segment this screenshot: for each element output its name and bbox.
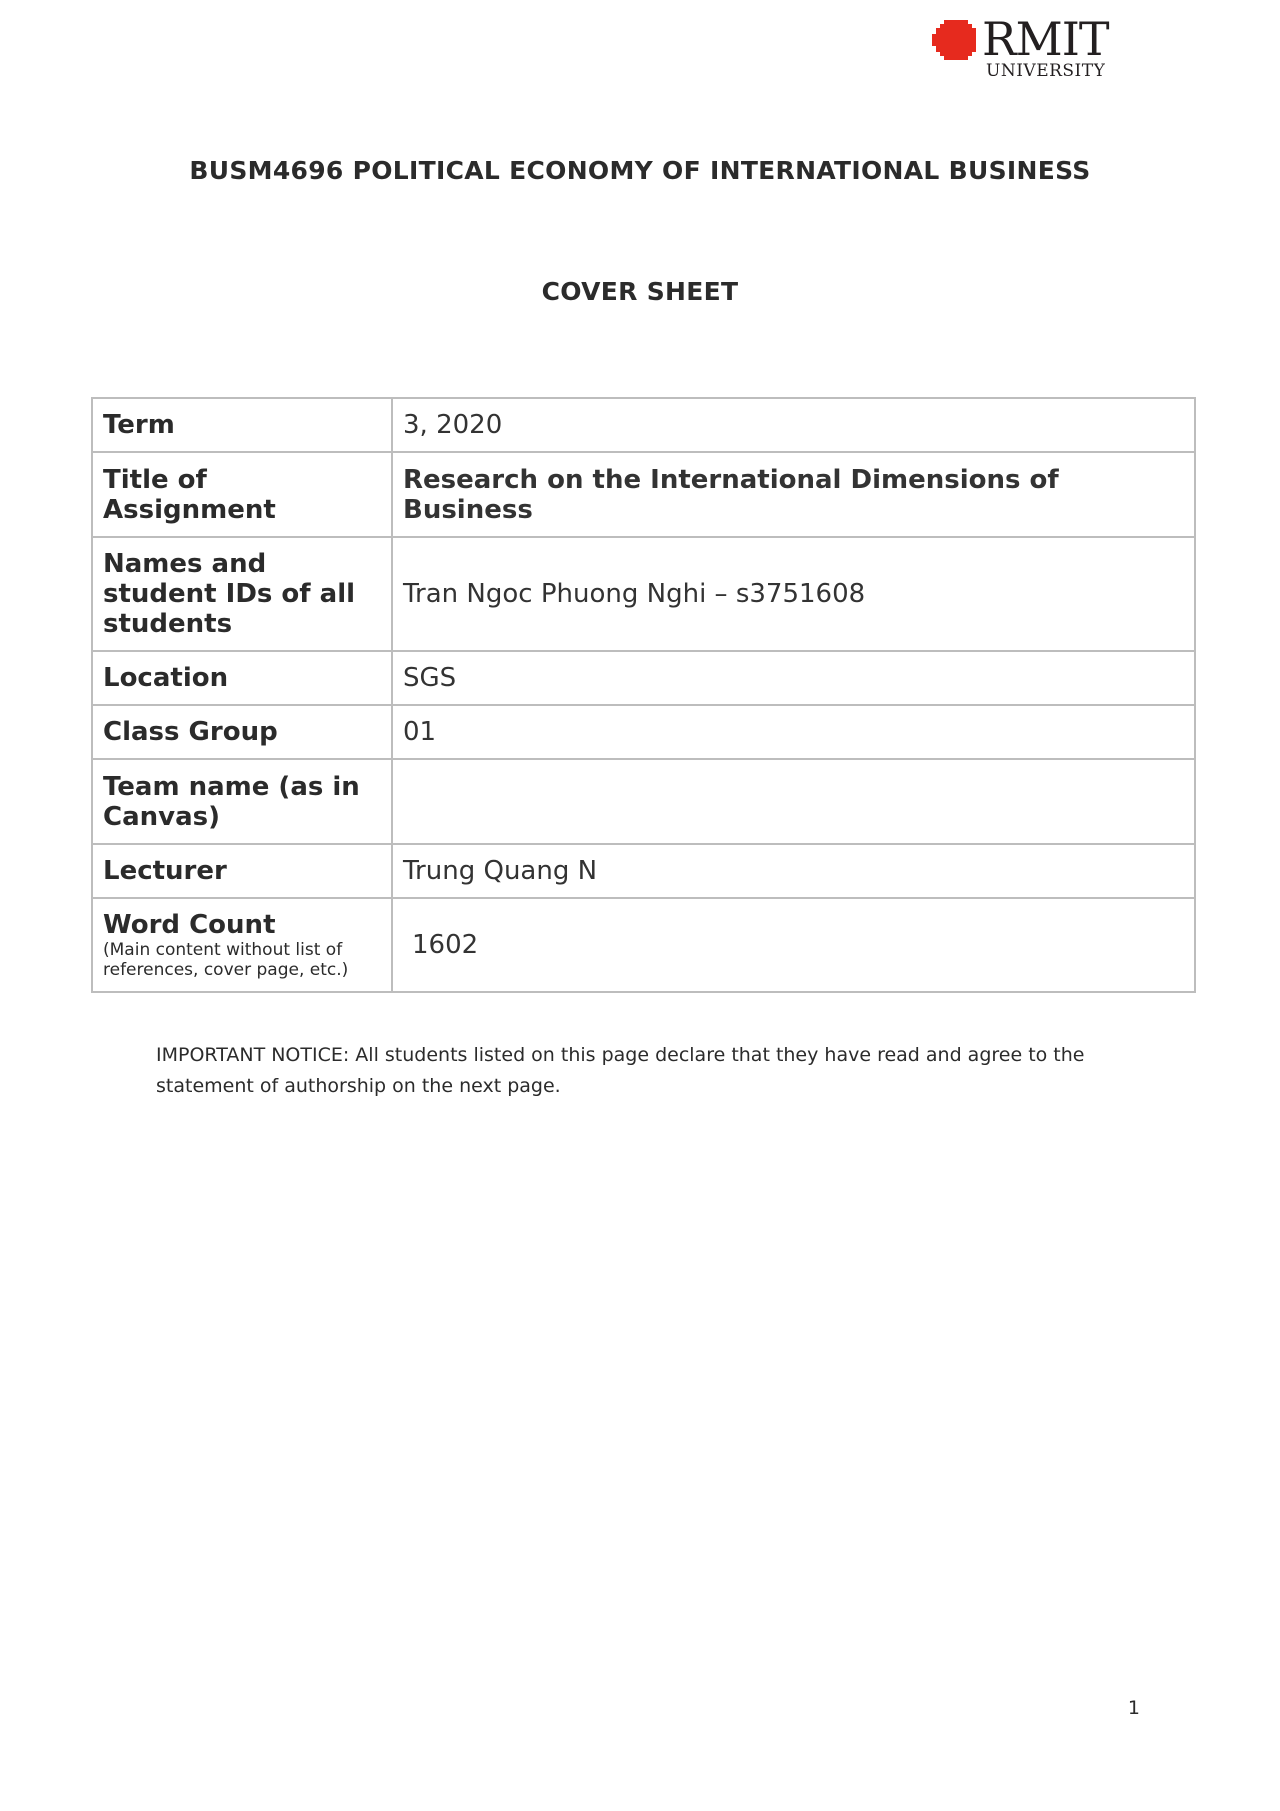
page-number: 1 bbox=[1127, 1697, 1140, 1719]
value-team-name bbox=[392, 759, 1195, 844]
row-students bbox=[92, 537, 1195, 651]
row-team-name bbox=[92, 759, 1195, 844]
word-count-note: (Main content without list of references, cover page, etc.) bbox=[103, 940, 349, 980]
value-class-group: 01 bbox=[392, 705, 1195, 759]
row-word-count bbox=[92, 898, 1195, 992]
label-class-group: Class Group bbox=[92, 705, 392, 759]
rmit-pixel-icon bbox=[932, 16, 980, 64]
value-word-count: 1602 bbox=[392, 898, 1195, 992]
row-assignment-title bbox=[92, 452, 1195, 537]
value-students: Tran Ngoc Phuong Nghi – s3751608 bbox=[392, 537, 1195, 651]
label-lecturer: Lecturer bbox=[92, 844, 392, 898]
label-location: Location bbox=[92, 651, 392, 705]
row-lecturer bbox=[92, 844, 1195, 898]
cell-word-count-label bbox=[92, 898, 392, 992]
label-assignment-title: Title of Assignment bbox=[92, 452, 392, 537]
value-assignment-title: Research on the International Dimensions of Business bbox=[392, 452, 1195, 537]
value-term: 3, 2020 bbox=[392, 398, 1195, 452]
cover-table bbox=[91, 397, 1196, 993]
value-lecturer: Trung Quang N bbox=[392, 844, 1195, 898]
row-term bbox=[92, 398, 1195, 452]
course-title: BUSM4696 POLITICAL ECONOMY OF INTERNATIONAL BUSINESS bbox=[189, 156, 1091, 185]
label-team-name: Team name (as in Canvas) bbox=[92, 759, 392, 844]
row-location bbox=[92, 651, 1195, 705]
rmit-logo bbox=[932, 14, 1122, 84]
logo-subtitle: UNIVERSITY bbox=[986, 61, 1106, 81]
row-class-group bbox=[92, 705, 1195, 759]
sheet-title: COVER SHEET bbox=[541, 277, 739, 306]
important-notice: IMPORTANT NOTICE: All students listed on this page declare that they have read and agree to the statement of authorship on the next page. bbox=[156, 1044, 1085, 1097]
label-term: Term bbox=[92, 398, 392, 452]
label-students: Names and student IDs of all students bbox=[92, 537, 392, 651]
label-word-count: Word Count bbox=[103, 910, 276, 940]
logo-wordmark: RMIT bbox=[982, 12, 1109, 66]
value-location: SGS bbox=[392, 651, 1195, 705]
